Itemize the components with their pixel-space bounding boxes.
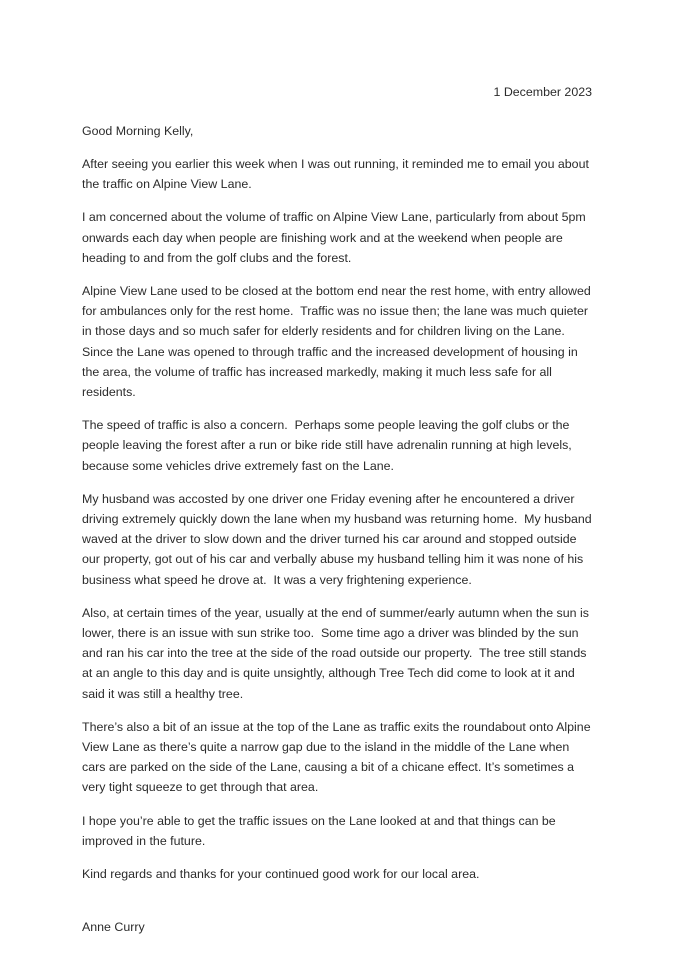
signature-spacer [82,884,592,917]
spacer [82,402,592,415]
paragraph-2: I am concerned about the volume of traffic on Alpine View Lane, particularly from about 5pm onwards each day when people are finishing work and at the weekend when people are heading to and from the golf clubs and the forest. [82,210,590,265]
paragraph-3: Alpine View Lane used to be closed at the bottom end near the rest home, with entry allowed for ambulances only for the rest home. Traffic was no issue then; the lane was much quieter in those days and so much safer for elderly residents and for children living on the Lane. Since the Lane was opened to through traffic and the increased development of housing in the area, the volume of traffic has increased markedly, making it much less safe for all residents. [82,284,595,400]
letter-greeting: Good Morning Kelly, [82,124,194,138]
paragraph-4: The speed of traffic is also a concern. Perhaps some people leaving the golf clubs or the people leaving the forest after a run or bike ride still have adrenalin running at high levels, because some vehicles drive extremely fast on the Lane. [82,418,576,473]
spacer [82,590,592,603]
spacer [82,268,592,281]
spacer [82,798,592,811]
paragraph-1: After seeing you earlier this week when I was out running, it reminded me to email you about the traffic on Alpine View Lane. [82,157,593,192]
letter-body [82,0,596,937]
spacer [82,141,592,154]
letter-date: 1 December 2023 [493,85,592,99]
spacer [82,476,592,489]
paragraph-7: There’s also a bit of an issue at the top of the Lane as traffic exits the roundabout onto Alpine View Lane as there’s quite a narrow gap due to the island in the middle of the Lane when cars are parked on the side of the Lane, causing a bit of a chicane effect. It’s sometimes a very tight squeeze to get through that area. [82,719,595,795]
spacer [82,194,592,207]
paragraph-5: My husband was accosted by one driver one Friday evening after he encountered a driver driving extremely quickly down the lane when my husband was returning home. My husband waved at the driver to slow down and the driver turned his car around and stopped outside our property, got out of his car and verbally abuse my husband telling him it was none of his business what speed he drove at. It was a very frightening experience. [82,491,596,587]
paragraph-8: I hope you’re able to get the traffic issues on the Lane looked at and that things can be improved in the future. [82,813,560,848]
spacer [82,704,592,717]
spacer [82,851,592,864]
paragraph-6: Also, at certain times of the year, usually at the end of summer/early autumn when the sun is lower, there is an issue with sun strike too. Some time ago a driver was blinded by the sun and ran his car into the tree at the side of the road outside our property. The tree still stands at an angle to this day and is quite unsightly, although Tree Tech did come to look at it and said it was still a healthy tree. [82,605,593,701]
paragraph-9: Kind regards and thanks for your continued good work for our local area. [82,867,480,882]
letter-signature: Anne Curry [82,920,145,935]
